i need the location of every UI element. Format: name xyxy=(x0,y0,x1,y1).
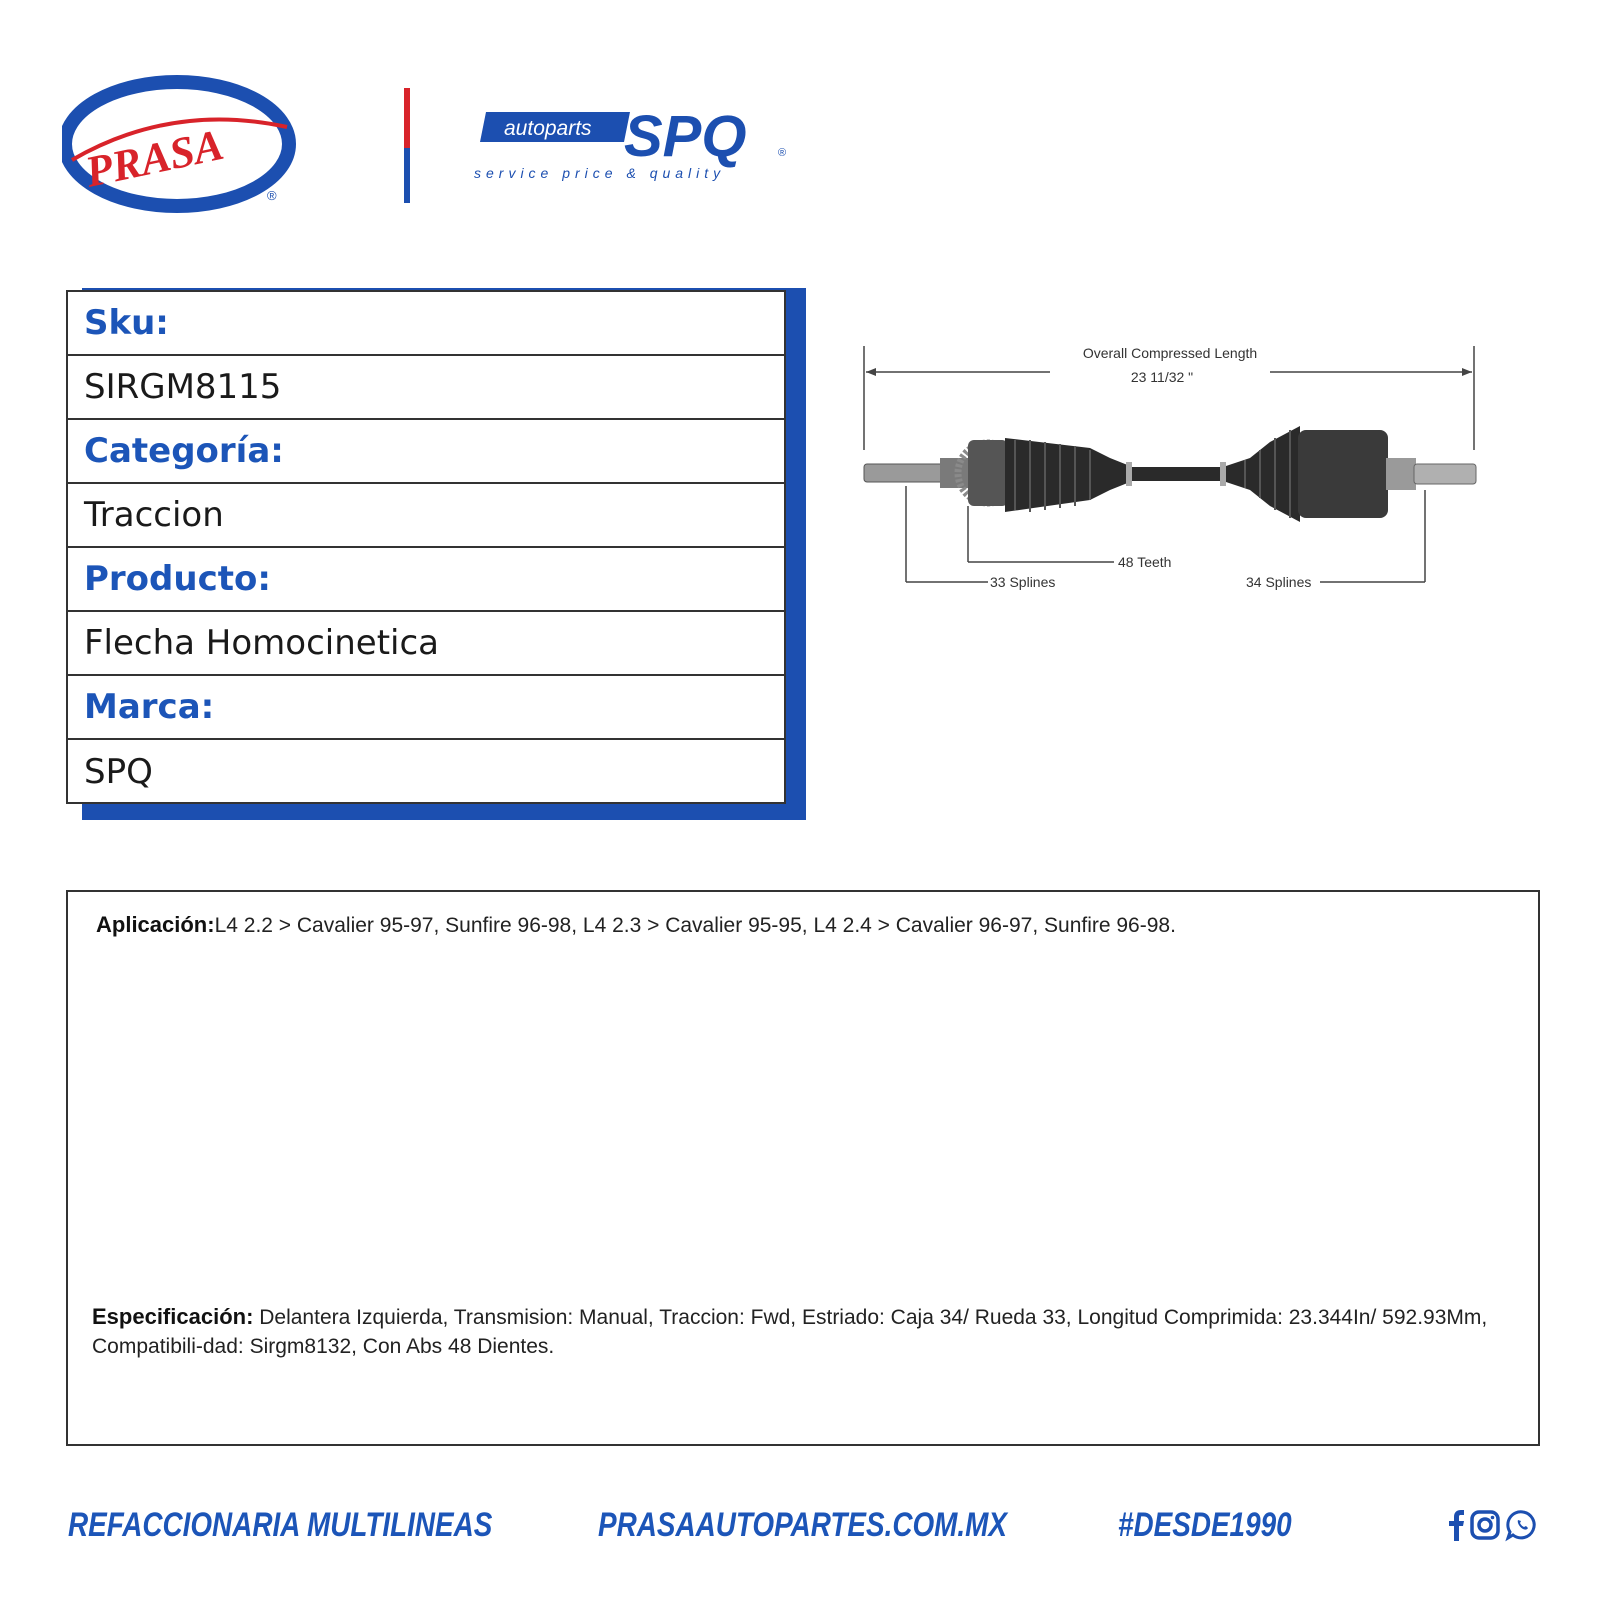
category-label: Categoría: xyxy=(68,420,784,484)
social-icons xyxy=(1442,1508,1542,1542)
category-value: Traccion xyxy=(68,484,784,548)
spq-tagline: service price & quality xyxy=(474,165,726,181)
instagram-icon[interactable] xyxy=(1472,1512,1498,1538)
brand-label: Marca: xyxy=(68,676,784,740)
application-line xyxy=(96,912,1496,938)
specification-label: Especificación: xyxy=(92,1304,254,1329)
left-splines-label: 33 Splines xyxy=(990,574,1056,590)
spq-logo xyxy=(474,104,814,194)
application-label: Aplicación: xyxy=(96,912,215,937)
sku-label: Sku: xyxy=(68,292,784,356)
product-value: Flecha Homocinetica xyxy=(68,612,784,676)
description-box xyxy=(66,890,1540,1446)
prasa-logo-text: PRASA xyxy=(81,119,228,197)
prasa-logo xyxy=(62,72,302,222)
footer-hashtag: #DESDE1990 xyxy=(1118,1506,1292,1544)
right-splines-label: 34 Splines xyxy=(1246,574,1312,590)
spq-autoparts-text: autoparts xyxy=(504,117,592,140)
overall-length-label: Overall Compressed Length xyxy=(1082,345,1258,361)
product-label: Producto: xyxy=(68,548,784,612)
spq-logo-text: SPQ xyxy=(624,104,747,169)
footer-store-name: REFACCIONARIA MULTILINEAS xyxy=(68,1506,493,1544)
specification-line xyxy=(92,1302,1512,1361)
facebook-icon[interactable] xyxy=(1449,1510,1464,1541)
svg-text:®: ® xyxy=(778,147,787,159)
registered-mark: ® xyxy=(267,188,277,203)
application-text: L4 2.2 > Cavalier 95-97, Sunfire 96-98, L4 2.3 > Cavalier 95-95, L4 2.4 > Cavalier 96-97, Sunfire 96-98. xyxy=(214,914,1176,937)
overall-length-value: 23 11/32 " xyxy=(1130,369,1194,385)
cv-axle-diagram xyxy=(850,330,1490,620)
brand-value: SPQ xyxy=(84,752,153,792)
footer-website-link[interactable]: PRASAAUTOPARTES.COM.MX xyxy=(598,1506,1007,1544)
product-info-table xyxy=(66,290,786,804)
specification-text: Delantera Izquierda, Transmision: Manual, Traccion: Fwd, Estriado: Caja 34/ Rueda 33, Longitud Comprimida: 23.344In/ 592.93Mm, Compatibili-dad: Sirgm8132, Con Abs 48 Dientes. xyxy=(92,1306,1488,1358)
whatsapp-icon[interactable] xyxy=(1508,1512,1534,1538)
sku-value: SIRGM8115 xyxy=(68,356,784,420)
header-divider xyxy=(404,88,410,203)
teeth-label: 48 Teeth xyxy=(1118,554,1172,570)
